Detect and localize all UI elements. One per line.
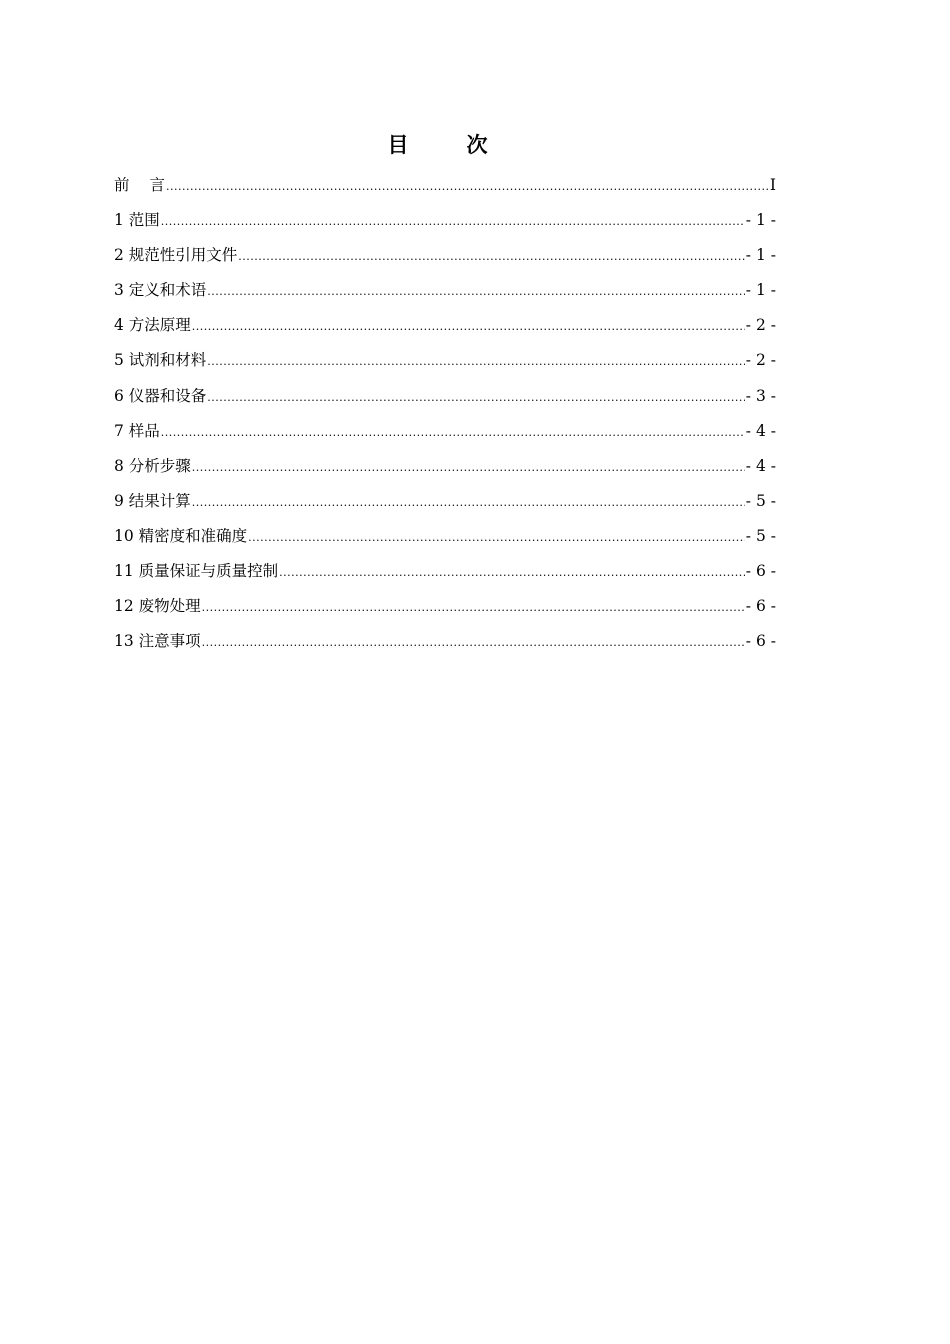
toc-entry-page: I — [769, 176, 776, 194]
toc-entry-label: 11 质量保证与质量控制 — [114, 562, 279, 581]
toc-entry-page: - 3 - — [745, 386, 776, 405]
toc-entry-page: - 6 - — [745, 562, 776, 581]
toc-entry[interactable] — [114, 557, 776, 592]
toc-leader-dots — [166, 173, 769, 201]
toc-entry[interactable] — [114, 276, 776, 311]
toc-leader-dots — [238, 243, 745, 271]
toc-leader-dots — [207, 384, 745, 412]
toc-entry-label: 10 精密度和准确度 — [114, 526, 248, 545]
toc-entry-label: 3 定义和术语 — [114, 281, 207, 300]
toc-entry[interactable] — [114, 522, 776, 557]
toc-entry-page: - 6 - — [745, 597, 776, 616]
toc-leader-dots — [207, 278, 745, 306]
toc-entry-page: - 5 - — [745, 526, 776, 545]
toc-title-left: 目 — [387, 133, 409, 157]
toc-entry[interactable] — [114, 346, 776, 381]
toc-entry-page: - 5 - — [745, 491, 776, 510]
toc-entry-label: 5 试剂和材料 — [114, 351, 207, 370]
toc-entry[interactable] — [114, 592, 776, 627]
toc-entry-label: 2 规范性引用文件 — [114, 246, 238, 265]
toc-entry[interactable] — [114, 487, 776, 522]
toc-entry[interactable] — [114, 241, 776, 276]
toc-entry-preface[interactable] — [114, 171, 776, 206]
toc-entry-page: - 6 - — [745, 632, 776, 651]
toc-leader-dots — [207, 348, 745, 376]
toc-entry-label: 6 仪器和设备 — [114, 386, 207, 405]
toc-leader-dots — [192, 454, 745, 482]
toc-entry[interactable] — [114, 417, 776, 452]
toc-entry[interactable] — [114, 206, 776, 241]
toc-leader-dots — [161, 208, 745, 236]
toc-list — [114, 171, 776, 662]
toc-entry-label: 1 范围 — [114, 211, 160, 230]
toc-entry[interactable] — [114, 311, 776, 346]
toc-leader-dots — [202, 594, 745, 622]
toc-entry-label: 4 方法原理 — [114, 316, 191, 335]
toc-entry-label: 前 言 — [114, 176, 166, 194]
toc-entry-page: - 1 - — [745, 246, 776, 265]
toc-entry-label: 12 废物处理 — [114, 597, 201, 616]
toc-entry-page: - 4 - — [745, 421, 776, 440]
toc-entry-label: 7 样品 — [114, 421, 160, 440]
toc-entry-label: 9 结果计算 — [114, 491, 191, 510]
toc-entry[interactable] — [114, 627, 776, 662]
toc-leader-dots — [161, 419, 745, 447]
toc-entry-label: 8 分析步骤 — [114, 456, 191, 475]
toc-entry-page: - 2 - — [745, 316, 776, 335]
toc-entry[interactable] — [114, 452, 776, 487]
toc-title-right: 次 — [466, 133, 488, 157]
toc-entry-page: - 1 - — [745, 281, 776, 300]
toc-entry-page: - 2 - — [745, 351, 776, 370]
toc-leader-dots — [248, 524, 745, 552]
toc-entry-label: 13 注意事项 — [114, 632, 201, 651]
toc-leader-dots — [192, 313, 745, 341]
toc-entry[interactable] — [114, 382, 776, 417]
toc-entry-page: - 4 - — [745, 456, 776, 475]
toc-entry-page: - 1 - — [745, 211, 776, 230]
toc-leader-dots — [192, 489, 745, 517]
toc-title — [0, 131, 875, 159]
toc-leader-dots — [202, 629, 745, 657]
toc-leader-dots — [279, 559, 745, 587]
